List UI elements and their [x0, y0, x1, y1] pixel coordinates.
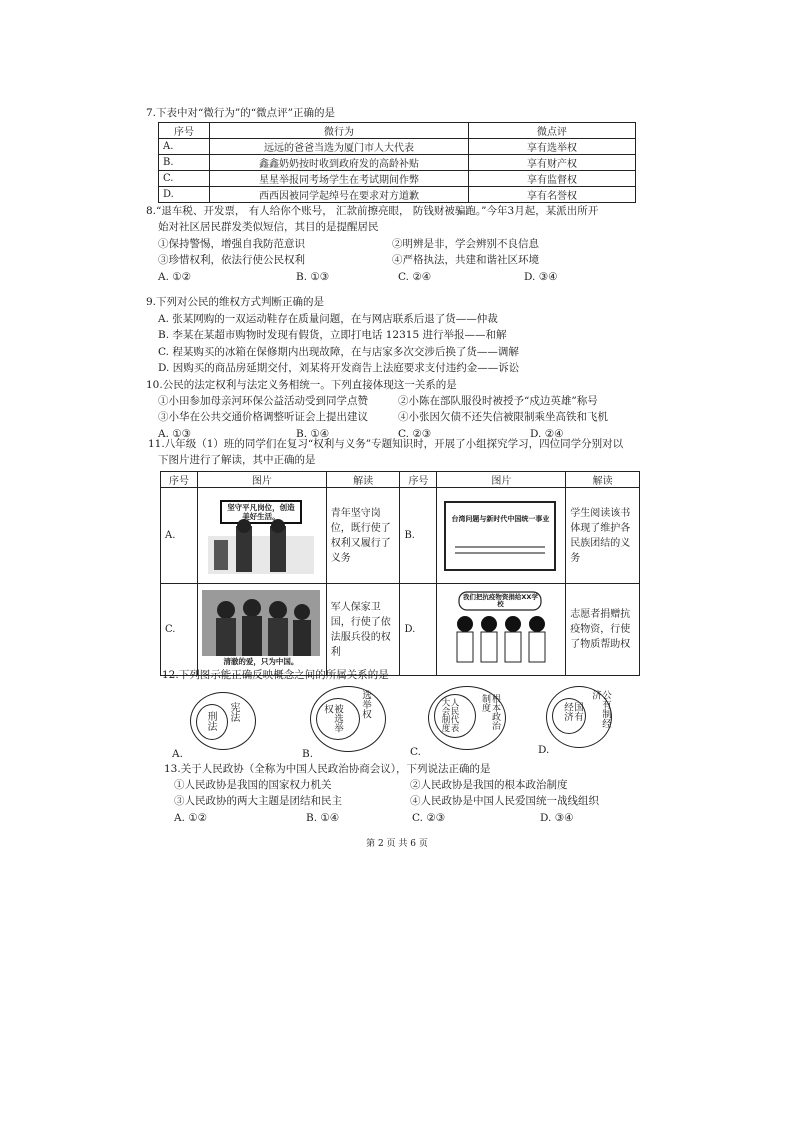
q8-statement-1: ①保持警惕，增强自我防范意识	[158, 238, 305, 250]
q13-option-a: A. ①②	[174, 812, 208, 824]
q10-statement-4: ④小张因欠债不还失信被限制乘坐高铁和飞机	[398, 411, 608, 423]
q7-table	[158, 122, 636, 203]
q13-stem: 13.关于人民政协（全称为中国人民政治协商会议），下列说法正确的是	[164, 763, 491, 775]
q12-c-right-label: 根本政治制度	[480, 694, 500, 730]
q11-image-b-caption: 台湾问题与新时代中国统一事业	[451, 514, 550, 523]
q13-option-c: C. ②③	[412, 812, 446, 824]
q11-label-b: B.	[400, 488, 437, 584]
q11-image-d-caption: 我们把抗疫物资捐给XX学校	[462, 592, 538, 608]
q7-stem: 7.下表中对“微行为”的“微点评”正确的是	[146, 107, 335, 119]
q7-row-behavior: 西西因被同学起绰号在要求对方道歉	[210, 187, 469, 203]
q11-image-b	[437, 488, 566, 584]
table-row	[161, 584, 640, 676]
q13-statement-3: ③人民政协的两大主题是团结和民主	[174, 795, 342, 807]
q11-image-c	[197, 584, 326, 676]
q12-option-c: C.	[410, 746, 421, 758]
q10-option-d: D. ②④	[530, 428, 564, 440]
q12-option-d: D.	[538, 744, 550, 756]
q12-option-a: A.	[172, 748, 183, 760]
q9-option-a: A. 张某网购的一双运动鞋存在质量问题，在与网店联系后退了货——仲裁	[158, 313, 498, 325]
q11-label-d: D.	[400, 584, 437, 676]
q11-header-no-2: 序号	[400, 472, 437, 488]
q12-b-outer-label: 选举权	[360, 690, 371, 719]
q7-row-label: C.	[159, 171, 210, 187]
q8-statement-4: ④严格执法，共建和谐社区环境	[392, 254, 539, 266]
q12-d-outer-label: 公有制经济	[590, 690, 611, 728]
page-footer: 第 2 页 共 6 页	[366, 839, 428, 849]
q10-option-b: B. ①④	[296, 428, 330, 440]
q13-statement-1: ①人民政协是我国的国家权力机关	[174, 779, 332, 791]
q11-interp-a: 青年坚守岗位，既行使了权利又履行了义务	[326, 488, 400, 584]
table-row	[161, 488, 640, 584]
q11-header-no: 序号	[161, 472, 198, 488]
q12-d-inner-label: 国有经济	[562, 702, 583, 721]
book-cover-image	[441, 496, 559, 576]
q9-option-c: C. 程某购买的冰箱在保修期内出现故障，在与店家多次交涉后换了货——调解	[158, 346, 519, 358]
q7-row-comment: 享有监督权	[469, 171, 636, 187]
q9-stem: 9.下列对公民的维权方式判断正确的是	[146, 296, 325, 308]
q7-row-behavior: 远远的爸爸当选为厦门市人大代表	[210, 139, 469, 155]
q12-c-left-label: 人民代表大会制度	[440, 698, 459, 732]
q8-option-d: D. ③④	[524, 271, 558, 283]
q8-option-c: C. ②④	[398, 271, 432, 283]
q11-header-image: 图片	[197, 472, 326, 488]
q11-table	[160, 471, 640, 676]
q11-image-a-caption: 坚守平凡岗位，创造美好生活。	[227, 502, 295, 521]
q11-stem-line1: 11.八年级（1）班的同学们在复习“权利与义务”专题知识时，开展了小组探究学习，四位同学分别对以	[148, 438, 624, 450]
table-row	[159, 155, 636, 171]
q7-row-behavior: 鑫鑫奶奶按时收到政府发的高龄补贴	[210, 155, 469, 171]
q11-header-interp: 解读	[326, 472, 400, 488]
q10-option-a: A. ①③	[158, 428, 192, 440]
q8-statement-3: ③珍惜权利，依法行使公民权利	[158, 254, 305, 266]
q10-statement-2: ②小陈在部队服役时被授予“戍边英雄”称号	[398, 395, 598, 407]
q13-option-d: D. ③④	[540, 812, 574, 824]
table-row	[159, 139, 636, 155]
q13-statement-2: ②人民政协是我国的根本政治制度	[410, 779, 568, 791]
q7-row-comment: 享有选举权	[469, 139, 636, 155]
q12-a-outer-label: 宪法	[228, 702, 239, 722]
q11-image-d	[437, 584, 566, 676]
table-row	[159, 187, 636, 203]
table-row	[159, 171, 636, 187]
q10-option-c: C. ②③	[398, 428, 432, 440]
q7-row-label: A.	[159, 139, 210, 155]
q11-image-c-caption: 清澈的爱，只为中国。	[223, 656, 299, 666]
q11-interp-b: 学生阅读该书体现了维护各民族团结的义务	[566, 488, 640, 584]
q7-header-comment: 微点评	[469, 123, 636, 139]
q8-stem-line2: 始对社区居民群发类似短信，其目的是提醒居民	[158, 221, 379, 233]
q12-b-inner-label: 被选举权	[322, 704, 343, 733]
q11-header-image-2: 图片	[437, 472, 566, 488]
q13-option-b: B. ①④	[306, 812, 340, 824]
q13-statement-4: ④人民政协是中国人民爱国统一战线组织	[410, 795, 599, 807]
q9-option-b: B. 李某在某超市购物时发现有假货，立即打电话 12315 进行举报——和解	[158, 329, 507, 341]
q11-label-a: A.	[161, 488, 198, 584]
q7-row-behavior: 星星举报同考场学生在考试期间作弊	[210, 171, 469, 187]
q11-image-a	[197, 488, 326, 584]
q8-statement-2: ②明辨是非，学会辨别不良信息	[392, 238, 539, 250]
q7-row-label: B.	[159, 155, 210, 171]
q10-stem: 10.公民的法定权利与法定义务相统一。下列直接体现这一关系的是	[146, 379, 457, 391]
table-row	[161, 472, 640, 488]
q11-interp-d: 志愿者捐赠抗疫物资，行使了物质帮助权	[566, 584, 640, 676]
q8-stem-line1: 8.“退车税、开发票， 有人给你个账号， 汇款前擦亮眼， 防钱财被骗跑。”今年3月起，某派出所开	[146, 205, 599, 217]
q10-statement-1: ①小田参加母亲河环保公益活动受到同学点赞	[158, 395, 368, 407]
q10-statement-3: ③小华在公共交通价格调整听证会上提出建议	[158, 411, 368, 423]
q7-row-comment: 享有名誉权	[469, 187, 636, 203]
q11-stem-line2: 下图片进行了解读，其中正确的是	[158, 454, 316, 466]
q7-header-no: 序号	[159, 123, 210, 139]
table-row	[159, 123, 636, 139]
q11-label-c: C.	[161, 584, 198, 676]
q11-interp-c: 军人保家卫国，行使了依法服兵役的权利	[326, 584, 400, 676]
q11-header-interp-2: 解读	[566, 472, 640, 488]
q12-option-b: B.	[302, 748, 314, 760]
q8-option-b: B. ①③	[296, 271, 330, 283]
q9-option-d: D. 因购买的商品房延期交付，刘某将开发商告上法庭要求支付违约金——诉讼	[158, 362, 520, 374]
q7-row-comment: 享有财产权	[469, 155, 636, 171]
q8-option-a: A. ①②	[158, 271, 192, 283]
q7-row-label: D.	[159, 187, 210, 203]
q7-header-behavior: 微行为	[210, 123, 469, 139]
q12-a-inner-label: 刑法	[205, 711, 216, 731]
q12-stem: 12.下列图示能正确反映概念之间的所属关系的是	[162, 669, 389, 681]
